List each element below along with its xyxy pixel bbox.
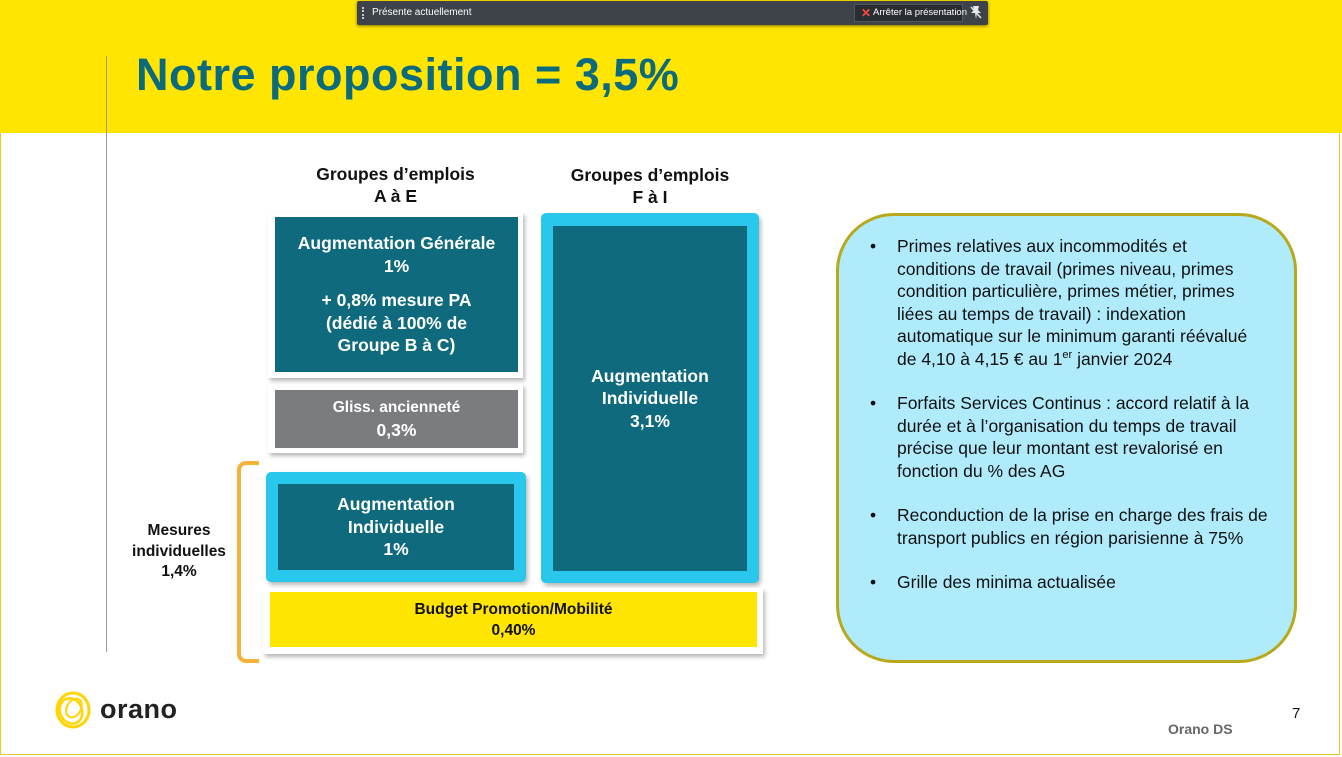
column-header-a-line1: Groupes d’emplois (316, 164, 475, 184)
column-header-a (288, 163, 503, 207)
slide-title: Notre proposition = 3,5% (136, 49, 680, 100)
drag-handle-icon[interactable] (362, 7, 366, 19)
page-number: 7 (1292, 705, 1301, 722)
ai-a-value: 1% (383, 539, 409, 560)
mesures-line1: Mesures (147, 522, 211, 539)
budget-promotion-label: Budget Promotion/Mobilité (414, 600, 613, 618)
stop-presentation-button[interactable] (854, 4, 967, 22)
ag-line2: 1% (383, 255, 410, 276)
bracket-shape (237, 461, 259, 663)
glissement-label: Gliss. ancienneté (332, 399, 461, 416)
glissement-value: 0,3% (376, 420, 417, 440)
stop-presentation-label: Arrêter la présentation (873, 7, 967, 18)
close-icon: ✕ (861, 6, 872, 20)
mesures-individuelles-label (120, 521, 238, 583)
bullet-item-primes (870, 235, 1268, 370)
bullet-item-primes-text: Primes relatives aux incommodités et conditions de travail (primes niveau, primes condition particulière, primes métier, primes liées au temps de travail) : indexation automatique sur le minimum garanti réévalué de 4,10 à 4,15 € au 1 (897, 236, 1248, 369)
bullet-item-grille: • Grille des minima actualisée (870, 571, 1268, 594)
footer-text: Orano DS (1168, 721, 1233, 737)
ai-a-line1: Augmentation (337, 494, 455, 515)
budget-promotion-value: 0,40% (491, 621, 536, 639)
column-header-b-line2: F à I (632, 187, 668, 207)
mesures-value: 1,4% (161, 563, 197, 580)
column-header-b-line1: Groupes d’emplois (570, 165, 730, 185)
column-header-b (545, 164, 755, 208)
bullet-item-primes-sup: er (1062, 348, 1073, 361)
pin-icon[interactable] (968, 4, 984, 22)
mesures-line2: individuelles (132, 542, 226, 560)
budget-promotion-box (270, 592, 757, 647)
augmentation-generale-box (275, 217, 518, 372)
glissement-box (275, 390, 518, 448)
bullet-item-primes-end: janvier 2024 (1072, 348, 1173, 369)
presenting-status: Présente actuellement (372, 7, 472, 18)
bullet-bubble (836, 213, 1297, 663)
ai-b-line2: Individuelle (601, 388, 699, 409)
ag-line5: Groupe B à C) (337, 335, 456, 356)
column-header-a-line2: A à E (373, 186, 418, 206)
bullet-list (870, 235, 1268, 616)
bullet-item-forfaits: • Forfaits Services Continus : accord relatif à la durée et à l’organisation du temps de travail précise que leur montant est revalorisé en fonction du % des AG (870, 392, 1268, 482)
orano-wordmark: orano (100, 694, 178, 724)
ag-line3: + 0,8% mesure PA (321, 290, 472, 311)
ai-b-line1: Augmentation (591, 365, 709, 386)
ag-line1: Augmentation Générale (297, 233, 496, 254)
ag-line4: (dédié à 100% de (325, 312, 468, 333)
presentation-bar (357, 1, 988, 25)
vertical-divider (106, 56, 107, 652)
bullet-item-transport: • Reconduction de la prise en charge des frais de transport publics en région parisienne à 75% (870, 504, 1268, 549)
augmentation-individuelle-a-box (278, 484, 514, 570)
augmentation-individuelle-b-box (553, 226, 747, 571)
ai-a-line2: Individuelle (347, 516, 445, 537)
ai-b-value: 3,1% (630, 410, 670, 431)
